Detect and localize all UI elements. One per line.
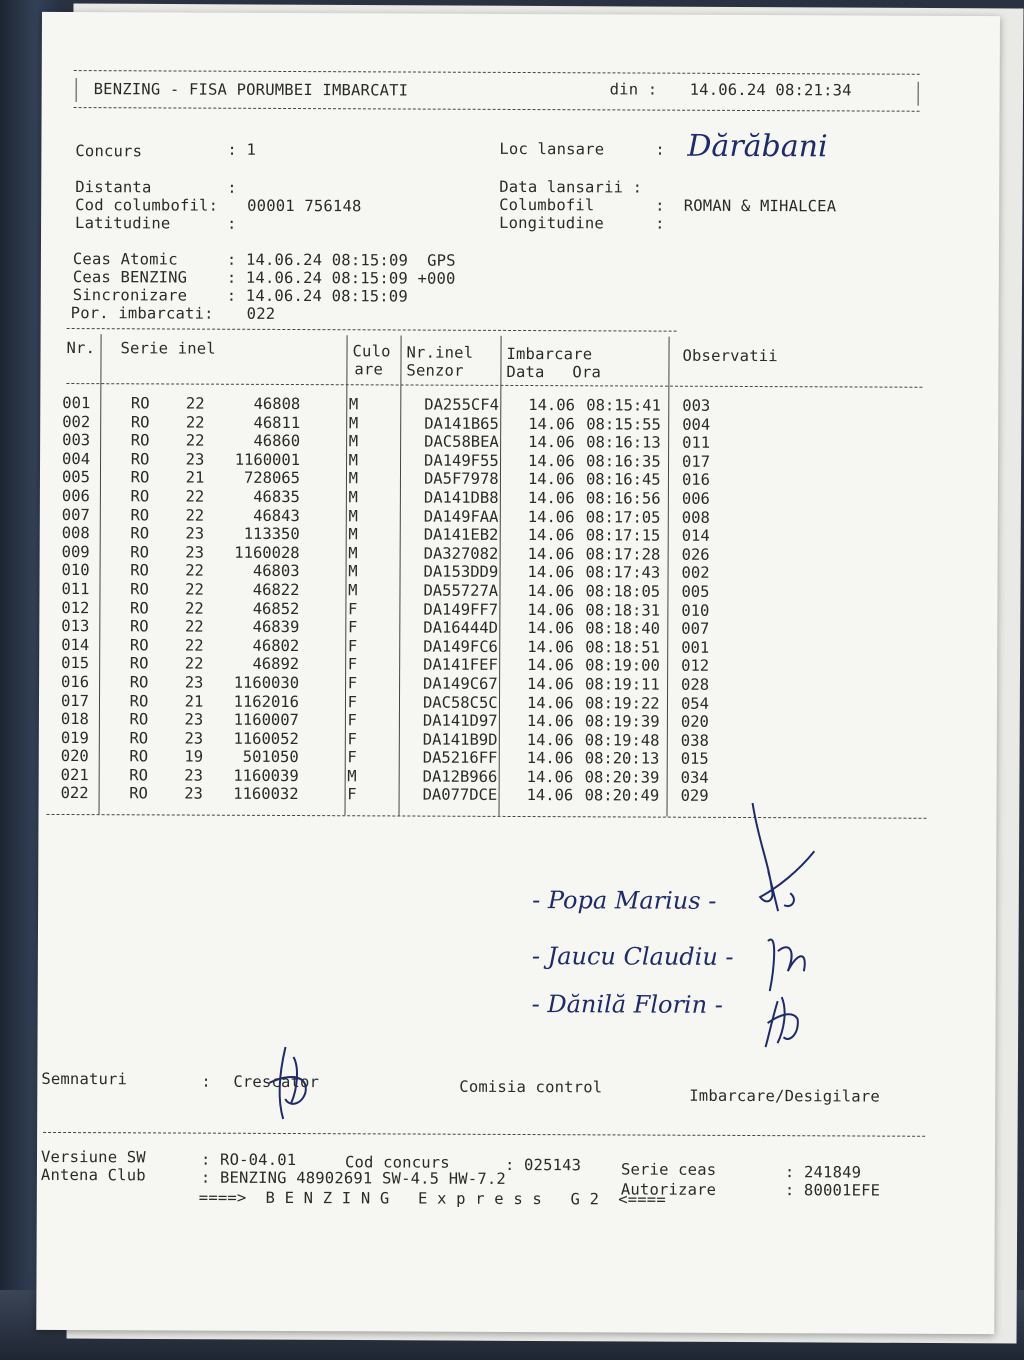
row-color [365,711,419,730]
row-time: 08:17:05 [585,507,661,527]
header-border-bottom [74,107,920,112]
ceas-atomic-label: Ceas Atomic [72,250,178,269]
columbofil-label: Columbofil [499,195,595,215]
row-observatii: 011 [682,433,711,453]
autorizare-label: Autorizare [620,1180,717,1199]
row-time: 08:18:51 [585,638,660,657]
row-date: 14.06 [526,767,574,787]
row-year: 23 [184,673,204,692]
row-color [366,544,420,563]
print-datetime: 14.06.24 08:21:34 [689,80,852,100]
row-sensor: DA16444D [423,618,499,638]
row-country: RO [130,543,150,562]
row-ring-number: 1162016 [233,692,300,711]
row-sensor: DA141DB8 [423,488,499,507]
row-sensor: DAC58BEA [424,432,499,452]
row-ring-number: 1160030 [233,673,300,692]
ceas-benzing-value: : 14.06.24 08:15:09 +000 [226,268,456,288]
row-observatii: 028 [681,675,710,694]
latitudine-label: Latitudine [75,214,171,233]
row-ring-number: 46822 [252,580,300,599]
row-sensor: DA153DD9 [423,562,499,582]
row-nr: 005 [61,468,91,487]
row-time: 08:15:41 [586,396,661,415]
row-observatii: 014 [681,526,710,545]
row-country: RO [130,394,150,413]
concurs-value: : 1 [227,140,257,159]
row-ring-number: 1160028 [234,543,300,562]
row-date: 14.06 [526,693,574,712]
antena-club-value: : BENZING 48902691 SW-4.5 HW-7.2 [200,1168,506,1188]
row-date: 14.06 [526,730,574,749]
row-sex: M [348,544,358,563]
cod-columbofil-label: Cod columbofil: [75,196,219,215]
longitudine-label: Longitudine [499,213,604,233]
row-year: 23 [185,543,205,562]
row-sex: F [347,692,358,711]
row-time: 08:18:40 [585,619,661,638]
row-year: 22 [184,617,204,636]
col-imbarcare: Imbarcare [506,344,593,364]
row-ring-number: 46835 [253,487,300,507]
row-sex: F [347,674,358,693]
document-page [36,12,1000,1334]
row-country: RO [129,710,149,729]
col-nr: Nr. [66,339,96,358]
row-sensor: DA141B65 [424,414,499,433]
row-sex: M [348,395,359,414]
row-country: RO [130,450,150,469]
row-nr: 001 [62,394,91,413]
row-nr: 013 [61,617,90,636]
row-color [366,470,420,489]
longitudine-value: : [655,214,665,233]
row-observatii: 007 [681,619,710,638]
row-sex: F [347,618,358,637]
row-ring-number: 1160032 [233,785,299,804]
row-time: 08:18:31 [585,600,661,620]
row-date: 14.06 [527,637,574,656]
row-nr: 006 [61,486,90,506]
row-ring-number: 1160039 [233,766,299,785]
col-ora: Ora [572,363,602,382]
pigeon-table [61,394,743,806]
row-observatii: 016 [681,471,711,490]
row-color [366,525,420,544]
row-color [365,656,419,675]
row-country: RO [130,598,149,617]
row-sensor: DA5F7978 [423,469,499,489]
data-lansarii-label: Data lansarii : [499,177,643,197]
row-sensor: DA5216FF [422,748,498,768]
table-border-top [67,328,677,332]
row-ring-number: 113350 [243,524,300,544]
row-date: 14.06 [526,712,574,731]
crescator-label: Crescator [233,1072,320,1092]
row-color [365,786,419,805]
col-data: Data [506,362,545,382]
row-country: RO [129,654,149,673]
serie-ceas-label: Serie ceas [620,1160,717,1179]
col-culoare-2: are [354,360,384,379]
row-sex: M [348,525,358,544]
row-color [366,433,420,452]
row-date: 14.06 [528,451,575,471]
row-time: 08:19:39 [584,712,660,731]
distanta-value: : [227,178,237,197]
row-observatii: 005 [681,582,710,601]
row-nr: 016 [61,672,90,692]
autorizare-value: : 80001EFE [784,1181,881,1200]
row-sex: M [348,562,358,581]
ceas-atomic-value: : 14.06.24 08:15:09 GPS [226,250,456,270]
row-ring-number: 46803 [252,562,300,581]
row-date: 14.06 [528,433,575,452]
row-color [365,581,419,600]
footer-divider [43,1132,925,1137]
row-year: 22 [185,599,204,618]
row-sex: M [348,469,359,488]
row-time: 08:16:45 [585,470,661,489]
table-row [61,784,741,806]
row-observatii: 029 [680,787,709,806]
row-nr: 004 [62,449,91,468]
row-sensor: DA327082 [423,544,499,563]
row-observatii: 034 [680,768,709,787]
row-time: 08:17:28 [585,545,661,564]
row-year: 22 [185,394,205,413]
row-time: 08:16:13 [586,433,661,452]
row-observatii: 054 [680,694,710,713]
row-observatii: 012 [681,657,710,676]
row-time: 08:20:13 [584,749,660,768]
row-sensor: DAC58C5C [422,693,498,712]
row-date: 14.06 [527,563,575,582]
row-sensor: DA255CF4 [424,395,499,414]
row-country: RO [130,505,150,524]
loc-lansare-label: Loc lansare [499,139,605,159]
row-ring-number: 46860 [253,432,301,451]
header-border-right [918,82,919,106]
row-nr: 003 [62,431,91,450]
row-country: RO [129,673,149,692]
row-time: 08:20:49 [584,786,660,806]
row-sensor: DA149FC6 [423,637,498,656]
row-sex: F [347,748,357,767]
latitudine-value: : [227,214,237,233]
row-year: 21 [185,468,205,487]
row-nr: 008 [61,524,90,543]
brand-line: ====> B E N Z I N G E x p r e s s G 2 <==== [198,1188,666,1209]
row-observatii: 010 [681,601,710,620]
row-time: 08:19:22 [584,693,660,713]
por-imbarcati-value: 022 [246,304,276,323]
row-year: 23 [184,710,204,729]
header-border-left [76,78,77,102]
row-ring-number: 1160052 [233,729,299,748]
row-ring-number: 501050 [242,748,299,767]
row-color [366,395,420,414]
row-sex: F [347,636,358,656]
row-sex: M [348,413,359,432]
row-sensor: DA141B9D [422,730,498,749]
row-country: RO [129,691,149,710]
row-year: 23 [185,450,205,469]
row-color [365,730,419,749]
row-time: 08:16:35 [586,452,661,471]
row-year: 22 [185,487,205,506]
row-sensor: DA55727A [423,581,499,600]
imbarcare-desigilare-label: Imbarcare/Desigilare [689,1086,880,1106]
columbofil-value: : ROMAN & MIHALCEA [655,196,837,216]
row-color [365,600,419,619]
row-observatii: 006 [681,489,710,508]
row-sensor: DA149FAA [423,507,499,526]
row-time: 08:18:05 [585,582,661,601]
row-nr: 014 [61,635,90,654]
row-nr: 019 [60,728,89,747]
semnaturi-sep: : [201,1072,211,1091]
row-date: 14.06 [527,544,575,563]
cod-concurs-value: : 025143 [504,1155,582,1175]
col-nr-inel: Nr.inel [406,343,474,362]
row-observatii: 015 [680,749,709,769]
row-year: 22 [185,413,205,432]
row-year: 19 [184,747,204,766]
row-time: 08:20:39 [584,768,660,787]
row-year: 22 [184,654,204,673]
row-nr: 002 [62,412,91,431]
table-header-divider [66,383,922,388]
row-sensor: DA149C67 [423,674,498,693]
din-label: din : [609,80,658,99]
row-ring-number: 1160007 [233,710,299,730]
sincronizare-value: : 14.06.24 08:15:09 [226,286,408,306]
row-sensor: DA141EB2 [423,525,499,545]
row-ring-number: 728065 [243,469,301,488]
row-color [366,414,420,433]
row-country: RO [130,487,150,506]
row-ring-number: 46811 [253,413,301,432]
row-country: RO [129,747,149,766]
row-observatii: 003 [682,396,711,415]
row-sex: F [348,599,358,618]
row-nr: 007 [61,505,90,524]
row-observatii: 026 [681,545,710,564]
row-sex: F [347,729,357,748]
row-date: 14.06 [527,507,575,526]
crescator-signature [249,1043,329,1123]
row-year: 21 [184,692,204,711]
row-observatii: 004 [682,415,711,434]
row-sex: F [347,655,358,674]
row-observatii: 008 [681,508,710,527]
header-border-top [74,70,920,75]
row-country: RO [129,728,149,748]
row-color [365,637,419,656]
row-year: 23 [184,785,203,804]
row-nr: 020 [60,747,89,766]
row-country: RO [130,580,149,599]
row-year: 22 [185,431,205,450]
handwritten-name-1: - Popa Marius - [532,886,717,915]
cod-columbofil-value: 00001 756148 [247,196,362,216]
row-time: 08:16:56 [585,489,661,508]
row-date: 14.06 [527,581,575,601]
row-country: RO [130,412,150,431]
row-sex: M [347,767,357,786]
versiune-sw-label: Versiune SW [40,1147,146,1167]
loc-lansare-handwritten: Dărăbani [687,128,828,165]
row-nr: 018 [60,710,89,729]
row-time: 08:17:15 [585,526,661,545]
row-sex: M [348,581,358,600]
row-date: 14.06 [527,470,575,489]
row-date: 14.06 [526,786,574,805]
row-color [365,767,419,786]
row-sensor: DA141FEF [423,655,498,675]
row-sensor: DA149FF7 [423,600,499,619]
row-year: 23 [184,729,204,748]
signature-scrawls [737,801,848,1051]
row-sensor: DA12B966 [422,767,498,786]
row-observatii: 002 [681,564,710,583]
row-sensor: DA077DCE [422,786,498,805]
row-color [365,674,419,693]
row-nr: 021 [60,765,89,784]
row-ring-number: 1160001 [234,450,301,469]
row-country: RO [129,617,149,636]
row-date: 14.06 [527,656,574,675]
handwritten-name-3: - Dănilă Florin - [531,990,723,1019]
row-ring-number: 46843 [253,506,300,525]
row-ring-number: 46852 [252,599,300,618]
row-time: 08:19:00 [585,656,660,675]
row-sex: F [347,785,357,804]
row-country: RO [130,468,150,487]
row-date: 14.06 [527,489,575,508]
row-date: 14.06 [527,619,575,638]
row-date: 14.06 [527,600,575,619]
row-nr: 009 [61,542,90,561]
cod-concurs-label: Cod concurs [344,1153,450,1172]
row-observatii: 017 [682,452,711,471]
row-observatii: 038 [680,731,709,750]
row-sex: M [348,488,358,507]
row-country: RO [130,524,150,543]
comisia-control-label: Comisia control [459,1077,603,1097]
row-date: 14.06 [528,396,576,415]
col-senzor: Senzor [406,361,464,380]
row-nr: 017 [60,691,90,710]
row-color [365,618,419,637]
row-color [366,507,420,526]
row-nr: 012 [61,598,90,617]
row-time: 08:17:43 [585,563,661,582]
col-observatii: Observatii [682,346,778,366]
row-year: 23 [185,524,205,543]
row-year: 22 [185,506,205,525]
row-year: 22 [184,636,204,655]
col-culoare: Culo [352,342,391,361]
row-sensor: DA141D97 [422,711,498,730]
row-ring-number: 46802 [252,636,300,655]
row-country: RO [129,636,149,655]
row-color [365,693,419,712]
row-nr: 015 [61,654,90,673]
row-year: 22 [185,580,204,599]
handwritten-name-2: - Jaucu Claudiu - [531,942,734,971]
row-nr: 010 [61,561,90,580]
row-sex: F [347,711,357,730]
row-color [366,488,420,507]
row-observatii: 020 [680,712,709,731]
row-sex: M [348,451,359,470]
versiune-sw-value: : RO-04.01 [200,1150,297,1170]
row-nr: 022 [60,784,89,803]
row-ring-number: 46892 [252,655,300,674]
loc-lansare-sep: : [655,140,665,159]
row-color [365,749,419,768]
semnaturi-label: Semnaturi [41,1069,128,1089]
row-date: 14.06 [526,749,574,768]
ceas-benzing-label: Ceas BENZING [72,268,188,287]
serie-ceas-value: : 241849 [784,1163,862,1182]
row-ring-number: 46839 [252,617,300,637]
row-country: RO [129,766,149,785]
row-time: 08:15:55 [586,414,661,434]
row-date: 14.06 [527,674,574,694]
row-year: 22 [185,561,204,580]
row-time: 08:19:11 [585,675,660,694]
row-date: 14.06 [527,526,575,545]
row-sex: M [348,432,359,451]
row-sensor: DA149F55 [424,451,499,470]
antena-club-label: Antena Club [40,1165,146,1185]
row-color [366,563,420,582]
row-country: RO [130,561,149,580]
col-serie-inel: Serie inel [120,339,216,358]
concurs-label: Concurs [75,142,143,161]
distanta-label: Distanta [75,178,152,197]
row-observatii: 001 [681,638,710,657]
document-title: BENZING - FISA PORUMBEI IMBARCATI [93,80,409,100]
row-country: RO [129,784,148,803]
row-ring-number: 46808 [253,394,301,414]
row-color [366,451,420,470]
row-nr: 011 [61,579,90,599]
row-time: 08:19:48 [584,730,660,750]
row-date: 14.06 [528,414,575,433]
sincronizare-label: Sincronizare [72,286,188,305]
row-country: RO [130,431,150,450]
row-year: 23 [184,766,204,785]
por-imbarcati-label: Por. imbarcati: [70,304,214,323]
row-sex: M [348,506,358,525]
